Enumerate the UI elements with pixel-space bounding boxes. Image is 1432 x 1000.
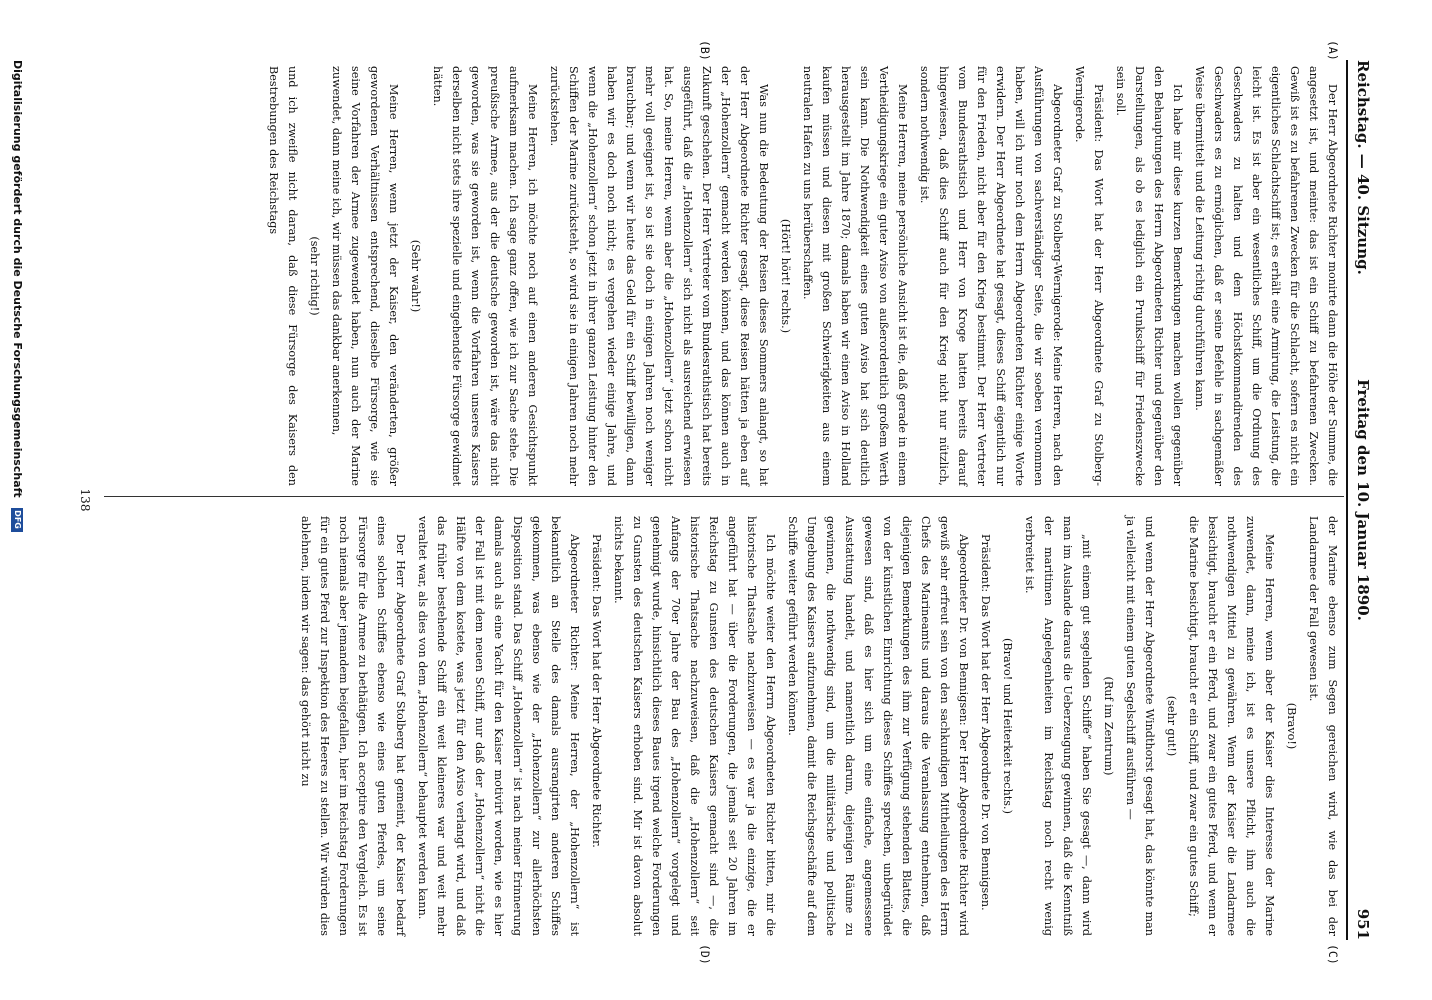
interjection: (sehr gut!) <box>1165 695 1178 757</box>
speaker-paragraph: Präsident: Das Wort hat der Herr Abgeordnete Richter. <box>590 534 603 848</box>
paragraph: Meine Herren, meine persönliche Ansicht ist die, daß gerade in einem Vertheidigungskriege ein guter Aviso von außerordentlich großem Werth sein kann. Die Nothwendigkeit eines guten Aviso hat sich deutlich herausgestellt im Jahre 1870; damals haben wir einen Aviso in Holland kaufen müssen und diesen mit großen Schwierigkeiten aus einem neutralen Hafen zu uns herüberschaffen. <box>801 66 909 486</box>
header-date: Freitag den 10. Januar 1890. <box>1354 379 1372 621</box>
interjection: (Bravo!) <box>1285 702 1298 750</box>
paragraph: Der Herr Abgeordnete Richter monirte dann die Höhe der Summe, die angesetzt ist, und meinte: das ist ein Schiff zu befahrenen Zwecken. Gewiß ist es zu befahrenen Zwecken für die Schlacht, sofern es nicht ein eigentliches Schlachtschiff ist; es erhält eine Armirung, die Leistung, die leicht ist. Es ist aber ein wesentliches Schiff, um die Ordnung des Geschwaders zu halten und dem Höchstkommandirenden des Geschwaders es zu ermöglichen, daß er seine Befehle in sachgemäßer Weise übermittelt und die Leitung richtig durchführen kann. <box>1193 66 1339 486</box>
header-rule <box>1346 60 1348 940</box>
paragraph: Was nun die Bedeutung der Reisen dieses Sommers anlangt, so hat der Herr Abgeordnete Richter gesagt, diese Reisen hätten ja eben auf der „Hohenzollern“ gemacht werden können, und das können auch in Zukunft geschehen. Der Herr Vertreter vom Bundesrathstisch hat bereits ausgeführt, daß die „Hohenzollern“ sich nicht als ausreichend erwiesen hat. So, meine Herren, wenn aber die „Hohenzollern“ jetzt schon nicht mehr voll geeignet ist, so ist sie doch in einigen Jahren noch weniger brauchbar; und wenn wir heute das Geld für ein Schiff bewilligen, dann haben wir es doch noch nicht; es vergehen wieder einige Jahre, und wenn die „Hohenzollern“ schon jetzt in ihrer ganzen Leistung hinter den Schiffen der Marine zurücksteht, so wird sie in einigen Jahren noch mehr zurückstehen. <box>548 66 770 486</box>
speaker-paragraph: Abgeordneter Richter: Meine Herren, der „Hohenzollern“ ist bekanntlich an Stelle des damals ausrangirten anderen Schiffes gekommen, was ebenso wie der „Hohenzollern“ zur allerhöchsten Disposition stand. Das Schiff „Hohenzollern“ ist nach meiner Erinnerung damals auch als eine Yacht für den Kaiser motivirt worden, wie es hier der Fall ist mit dem neuen Schiff, nur daß der „Hohenzollern“ nicht die Hälfte von dem kostete, was jetzt für den Aviso verlangt wird, und daß das früher bestehende Schiff ein weit kleineres war und weit mehr veraltet war, als dies von dem „Hohenzollern“ behauptet werden kann. <box>416 516 581 936</box>
paragraph: und wenn der Herr Abgeordnete Windthorst gesagt hat, das könnte man ja vielleicht mit einem guten Segelschiff ausführen — <box>1124 516 1156 936</box>
speaker-paragraph: Abgeordneter Graf zu Stolberg-Wernigerode: Meine Herren, nach den Ausführungen von sachverständiger Seite, die wir soeben vernommen haben, will ich nur noch dem Herrn Abgeordneten Richter einige Worte erwidern. Der Herr Abgeordnete hat gesagt, dieses Schiff eigentlich nur für den Frieden, nicht aber für den Krieg bestimmt. Der Herr Vertreter vom Bundesrathstisch und Herr von Kroge hatten bereits darauf hingewiesen, daß dies Schiff auch für den Krieg nicht nur nützlich, sondern nothwendig ist. <box>918 66 1064 486</box>
header-session: Reichstag. — 40. Sitzung. <box>1354 60 1372 275</box>
left-column <box>261 66 1342 486</box>
paragraph: und ich zweifle nicht daran, daß diese Fürsorge des Kaisers den Bestrebungen des Reichstags <box>267 66 299 486</box>
paragraph: Meine Herren, wenn jetzt der Kaiser, den veränderten, größer gewordenen Verhältnissen entsprechend, dieselbe Fürsorge, wie sie seine Vorfahren der Armee zugewendet haben, nun auch der Marine zuwendet, dann meine ich, wir müssen das dankbar anerkennen, <box>330 66 400 486</box>
marker-b: (B) <box>698 40 712 61</box>
right-column <box>293 516 1342 936</box>
marker-a: (A) <box>1326 40 1340 61</box>
footer-text: Digitalisierung gefördert durch die Deutsche Forschungsgemeinschaft <box>11 60 24 498</box>
paragraph: Ich möchte weiter den Herrn Abgeordneten Richter bitten, mir die historische Thatsache nachzuweisen — es war ja die einzige, die er angeführt hat — über die Forderungen, die jemals seit 20 Jahren im Reichstag zu Gunsten des deutschen Kaisers gemacht sind —, die historische Thatsache nachzuweisen, daß die „Hohenzollern“ seit Anfangs der 70er Jahre der Bau des „Hohenzollern“ vorgelegt und genehmigt wurde, hinsichtlich dieses Baues irgend welche Forderungen zu Gunsten des deutschen Kaisers erhoben sind. Mir ist davon absolut nichts bekannt. <box>612 516 777 936</box>
interjection: (Sehr wahr!) <box>409 239 422 313</box>
signature-page-number: 138 <box>78 488 92 512</box>
header-page-number: 951 <box>1354 908 1372 940</box>
speaker-paragraph: Abgeordneter Dr. von Bennigsen: Der Herr Abgeordnete Richter wird gewiß sehr erfreut sein von den sachkundigen Mittheilungen des Herrn Chefs des Marineamts und daraus die Veranlassung entnehmen, daß diejenigen Bemerkungen des ihm zur Verfügung stehenden Blattes, die von der künstlichen Einrichtung dieses Schiffes sprechen, unbegründet gewesen sind, daß es hier sich um eine einfache, angemessene Ausstattung handelt, und namentlich darum, diejenigen Räume zu gewinnen, die nothwendig sind, um die militärische und politische Umgebung des Kaisers aufzunehmen, damit die Reichsgeschäfte auf dem Schiffe weiter geführt werden können. <box>786 516 970 936</box>
paragraph: Meine Herren, ich möchte noch auf einen anderen Gesichtspunkt aufmerksam machen. Ich sage ganz offen, wie ich zur Sache stehe. Die preußische Armee, aus der die deutsche geworden ist, wäre das nicht geworden, was sie geworden ist, wenn die Vorfahren unseres Kaisers derselben nicht stets ihre spezielle und eingehendste Fürsorge gewidmet hätten. <box>431 66 539 486</box>
interjection: (Ruf im Zentrum) <box>1102 676 1115 776</box>
interjection: (Hört! hört! rechts.) <box>779 218 792 334</box>
paragraph: Ich habe mir diese kurzen Bemerkungen machen wollen gegenüber den Behauptungen des Herrn Abgeordneten Richter und gegenüber den Darstellungen, als ob es lediglich ein Prunkschiff für Friedenszwecke sein soll. <box>1114 66 1184 486</box>
column-divider <box>104 496 1344 497</box>
speaker-paragraph: Präsident: Das Wort hat der Herr Abgeordnete Dr. von Bennigsen. <box>979 534 992 911</box>
speaker-paragraph: Präsident: Das Wort hat der Herr Abgeordnete Graf zu Stolberg-Wernigerode. <box>1073 66 1105 486</box>
paragraph: Der Herr Abgeordnete Graf Stolberg hat gemeint, der Kaiser bedarf eines solchen Schiffes ebenso wie eines guten Pferdes, um seine Fürsorge für die Armee zu bethätigen. Ich acceptire den Vergleich. Es ist noch niemals aber jemandem beigefallen, hier im Reichstag Forderungen für ein gutes Pferd zur Inspektion des Heeres zu stellen. Wir würden dies ablehnen, indem wir sagen: das gehört nicht zu <box>299 516 407 936</box>
marker-d: (D) <box>698 944 712 965</box>
paragraph: Meine Herren, wenn aber der Kaiser dies Interesse der Marine zuwendet, dann, meine ich, ist es unsere Pflicht, ihm auch die nothwendigen Mittel zu gewähren. Wenn der Kaiser die Landarmee besichtigt, braucht er ein Pferd, und zwar ein gutes Pferd, und wenn er die Marine besichtigt, braucht er ein Schiff, und zwar ein gutes Schiff; <box>1187 516 1276 936</box>
interjection: (sehr richtig!) <box>308 236 321 316</box>
paragraph: „mit einem gut segelnden Schiffe“ haben Sie gesagt —, dann wird man im Auslande daraus die Ueberzeugung gewinnen, daß die Kenntniß der maritimen Angelegenheiten im Reichstag noch recht wenig verbreitet ist. <box>1023 516 1093 936</box>
footer-credit <box>11 60 24 940</box>
interjection: (Bravo! und Heiterkeit rechts.) <box>1001 638 1014 814</box>
dfg-logo-icon: DFG <box>11 508 23 532</box>
paragraph: der Marine ebenso zum Segen gereichen wird, wie das bei der Landarmee der Fall gewesen ist. <box>1307 516 1339 936</box>
page-header <box>1350 60 1372 940</box>
marker-c: (C) <box>1326 944 1340 965</box>
